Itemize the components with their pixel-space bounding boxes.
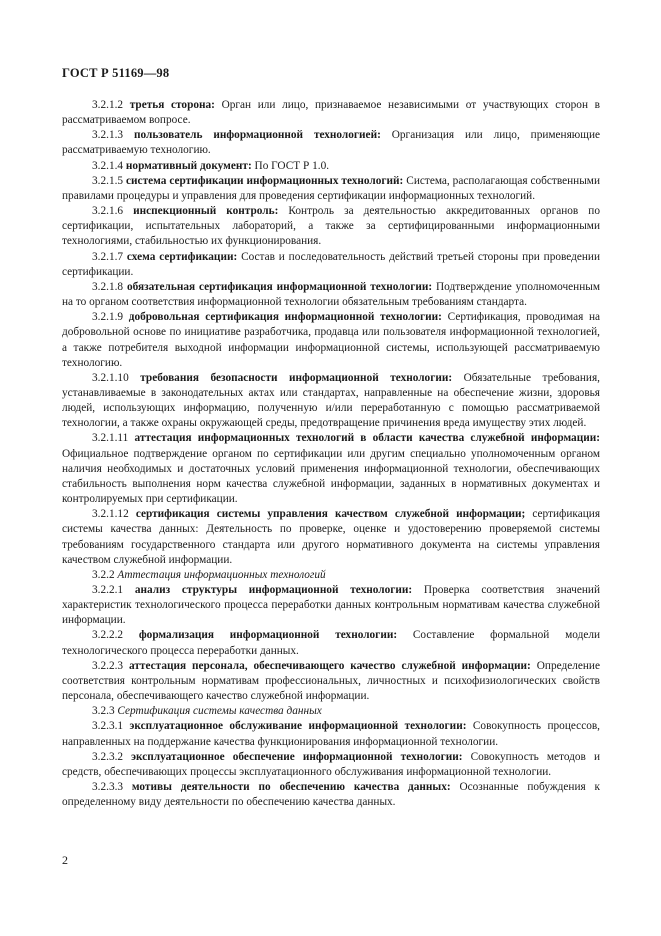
definition-text: Состав и последовательность действий третьей стороны при проведении сертификации.: [62, 250, 601, 278]
definition-text: Система, располагающая собственными правилами процедуры и управления для проведения сертификации информационных технологий.: [62, 174, 601, 202]
definition-paragraph: [62, 98, 600, 128]
definition-paragraph: [62, 780, 600, 810]
clause-number: 3.2.1.6: [92, 205, 124, 218]
clause-number: 3.2.1.5: [92, 174, 124, 187]
clause-number: 3.2.2.1: [92, 584, 124, 596]
defined-term: требования безопасности информационной технологии:: [140, 371, 453, 384]
defined-term: третья сторона:: [129, 99, 215, 111]
defined-term: система сертификации информационных технологий:: [126, 174, 404, 187]
defined-term: обязательная сертификация информационной технологии:: [126, 280, 433, 293]
definition-text: Осознанные побуждения к определенному виду деятельности по обеспечению качества данных.: [62, 781, 600, 809]
definition-paragraph: [62, 250, 600, 280]
defined-term: инспекционный контроль:: [133, 205, 279, 218]
clause-number: 3.2.1.8: [92, 280, 124, 293]
defined-term: добровольная сертификация информационной технологии:: [128, 311, 442, 324]
definition-text: Совокупность методов и средств, обеспечивающих процессы эксплуатационного обслуживания информационной технологии.: [62, 750, 601, 778]
defined-term: сертификация системы управления качеством служебной информации;: [135, 508, 526, 521]
clause-number: 3.2.1.2: [92, 99, 124, 111]
defined-term: мотивы деятельности по обеспечению качества данных:: [131, 781, 451, 794]
definition-paragraph: [62, 583, 600, 628]
clause-number: 3.2.1.7: [92, 250, 124, 263]
definition-text: сертификация системы качества данных: Деятельность по проверке, оценке и удостоверению проверяемой системы требованиям государственного стандарта или другого нормативного документа на системы управления качеством служебной информации.: [62, 508, 601, 566]
clause-number: 3.2.3.2: [92, 750, 124, 763]
definition-text: Организация или лицо, применяющие рассматриваемую технологию.: [62, 129, 600, 157]
definition-text: По ГОСТ Р 1.0.: [254, 159, 330, 172]
defined-term: анализ структуры информационной технологии:: [134, 584, 413, 596]
definition-text: Подтверждение уполномоченным на то органом соответствия информационной технологии обязательным требованиям стандарта.: [62, 280, 600, 309]
subheading-title: Сертификация системы качества данных: [117, 705, 322, 718]
defined-term: аттестация информационных технологий в области качества служебной информации:: [134, 432, 600, 445]
clause-number: 3.2.1.9: [92, 311, 124, 324]
subheading-title: Аттестация информационных технологий: [117, 568, 326, 581]
definition-paragraph: [62, 310, 600, 371]
definition-paragraph: [62, 280, 600, 310]
definition-paragraph: [62, 431, 600, 507]
definition-paragraph: [62, 128, 600, 158]
defined-term: эксплуатационное обслуживание информационной технологии:: [129, 720, 467, 733]
clause-number: 3.2.1.3: [92, 129, 124, 142]
definition-paragraph: [62, 371, 600, 432]
definition-paragraph: [62, 204, 600, 249]
definition-text: Обязательные требования, устанавливаемые в законодательных актах или стандартах, направленные на обеспечение жизни, здоровья людей, использующих информацию, полученную и/или переработанную с помощью рассматриваемой технологии, а также охраны окружающей среды, предотвращение причинения вреда имуществу этих людей.: [62, 371, 600, 430]
clause-number: 3.2.2: [92, 568, 115, 581]
definition-text: Сертификация, проводимая на добровольной основе по инициативе разработчика, продавца или пользователя информационной технологией, а также потребителя выходной информации информационной системы, использующей рассматриваемую технологию.: [62, 311, 601, 369]
defined-term: пользователь информационной технологией:: [133, 129, 381, 142]
defined-term: эксплуатационное обеспечение информационной технологии:: [131, 750, 463, 763]
definition-paragraph: [62, 159, 600, 174]
defined-term: схема сертификации:: [126, 250, 238, 263]
definition-text: Составление формальной модели технологического процесса переработки данных.: [62, 629, 601, 657]
definition-paragraph: [62, 659, 600, 704]
definition-paragraph: [62, 507, 600, 568]
document-body: [62, 98, 600, 810]
section-subheading: [62, 568, 600, 583]
definition-paragraph: [62, 628, 600, 658]
defined-term: формализация информационной технологии:: [138, 629, 398, 642]
clause-number: 3.2.1.4: [92, 159, 124, 172]
page-number: 2: [62, 853, 68, 867]
definition-paragraph: [62, 750, 600, 780]
definition-text: Официальное подтверждение органом по сертификации или другим специально уполномоченным органом наличия необходимых и достаточных условий применения информационной технологии, обеспечивающих стабильность выполнения норм качества служебной информации, заданных в нормативных документах и контролируемых при сертификации.: [62, 447, 600, 506]
definition-text: Проверка соответствия значений характеристик технологического процесса переработки данных контрольным нормативам качества служебной информации.: [62, 584, 601, 627]
document-header: ГОСТ Р 51169—98: [62, 66, 170, 80]
clause-number: 3.2.3.1: [92, 720, 124, 733]
definition-paragraph: [62, 174, 600, 204]
definition-text: Определение соответствия контрольным нормативам профессиональных, личностных и психофизиологических свойств персонала, обеспечивающего качество служебной информации.: [62, 659, 600, 703]
defined-term: аттестация персонала, обеспечивающего качество служебной информации:: [129, 659, 531, 672]
clause-number: 3.2.1.10: [92, 371, 129, 384]
definition-text: Контроль за деятельностью аккредитованных органов по сертификации, испытательных лабораторий, а также за сертифицированными информационными технологиями, стабильностью их функционирования.: [62, 205, 600, 248]
clause-number: 3.2.1.12: [92, 508, 129, 521]
clause-number: 3.2.1.11: [92, 432, 129, 445]
clause-number: 3.2.3: [92, 705, 115, 718]
section-subheading: [62, 704, 600, 719]
definition-paragraph: [62, 719, 600, 749]
clause-number: 3.2.2.2: [92, 629, 124, 642]
defined-term: нормативный документ:: [125, 159, 252, 172]
clause-number: 3.2.2.3: [92, 659, 124, 672]
clause-number: 3.2.3.3: [92, 781, 124, 794]
definition-text: Орган или лицо, признаваемое независимыми от участвующих сторон в рассматриваемом вопросе.: [62, 99, 600, 127]
definition-text: Совокупность процессов, направленных на поддержание качества функционирования информационной технологии.: [62, 720, 601, 748]
